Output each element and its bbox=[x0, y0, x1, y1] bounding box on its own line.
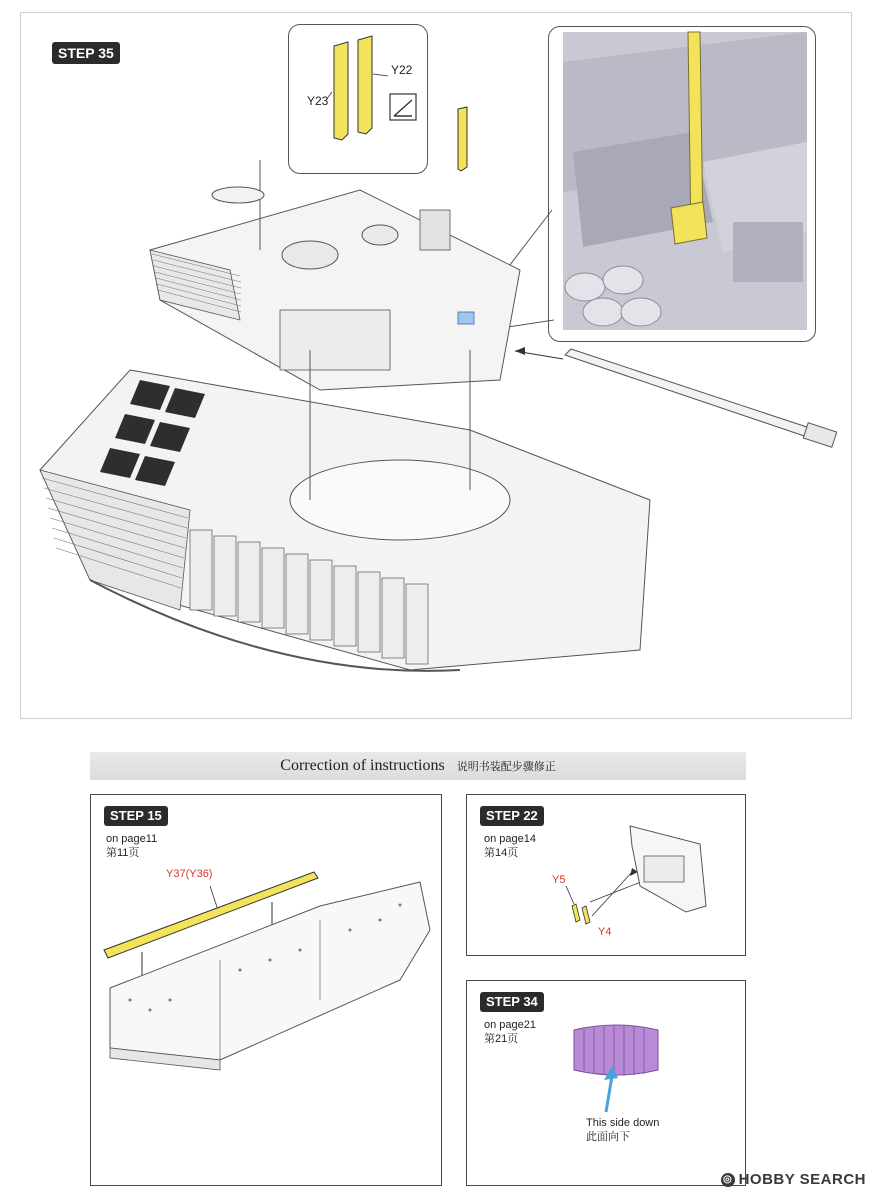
part-label-y4: Y4 bbox=[598, 926, 612, 938]
part-label-y23: Y23 bbox=[307, 94, 329, 108]
step15-badge: STEP 15 bbox=[104, 806, 168, 826]
step22-page-en: on page14 bbox=[484, 833, 536, 845]
step22-badge: STEP 22 bbox=[480, 806, 544, 826]
tank-hull-drawing bbox=[30, 350, 670, 680]
step15-page-cn: 第11页 bbox=[106, 847, 140, 859]
zoom-detail-photo bbox=[563, 32, 807, 330]
watermark-logo-icon: ◎ bbox=[721, 1173, 735, 1187]
step34-page-en: on page21 bbox=[484, 1019, 536, 1031]
arrow-blue-icon bbox=[598, 1066, 622, 1114]
step15-page-ref bbox=[106, 832, 157, 860]
step34-note-cn: 此面向下 bbox=[586, 1131, 630, 1143]
step15-page-en: on page11 bbox=[106, 833, 158, 845]
step15-side-skirt-drawing bbox=[100, 860, 440, 1180]
hobby-search-watermark bbox=[721, 1171, 866, 1188]
step22-page-cn: 第14页 bbox=[484, 847, 519, 859]
correction-title-cn: 说明书装配步骤修正 bbox=[456, 760, 556, 773]
step22-parts-drawing bbox=[560, 816, 740, 936]
step34-note-en: This side down bbox=[586, 1117, 660, 1129]
correction-banner bbox=[90, 752, 746, 780]
part-label-y5: Y5 bbox=[552, 874, 566, 886]
part-label-y37-y36: Y37(Y36) bbox=[166, 868, 213, 880]
step34-badge: STEP 34 bbox=[480, 992, 544, 1012]
watermark-text: HOBBY SEARCH bbox=[738, 1171, 866, 1188]
correction-title-en: Correction of instructions bbox=[280, 757, 445, 774]
step34-page-cn: 第21页 bbox=[484, 1033, 519, 1045]
step35-badge: STEP 35 bbox=[52, 42, 120, 64]
step34-note bbox=[586, 1116, 659, 1144]
step34-page-ref bbox=[484, 1018, 536, 1046]
step22-page-ref bbox=[484, 832, 536, 860]
part-label-y22: Y22 bbox=[391, 63, 413, 77]
